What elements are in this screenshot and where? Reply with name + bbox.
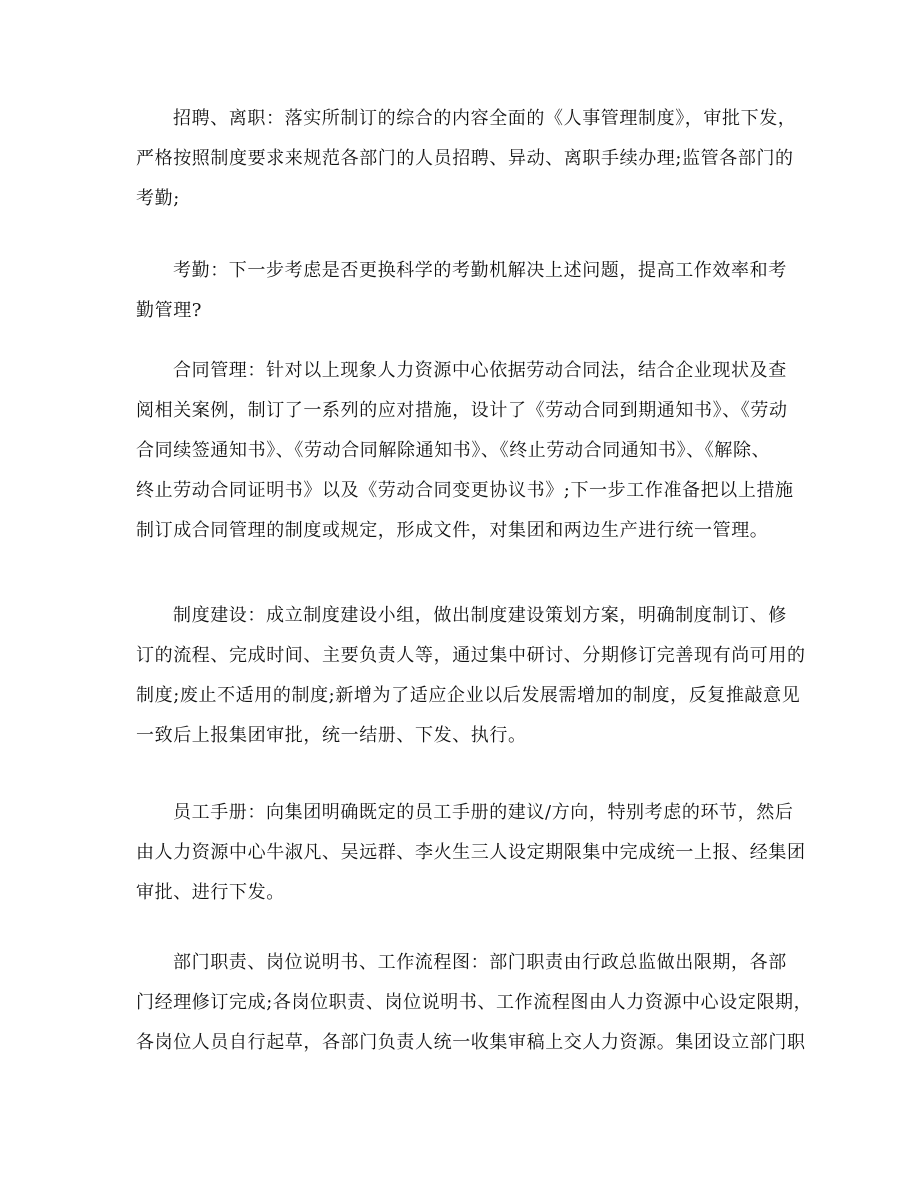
- text-line: 订的流程、完成时间、主要负责人等，通过集中研讨、分期修订完善现有尚可用的: [136, 645, 806, 666]
- paragraph-contract-management: [136, 351, 796, 551]
- paragraph-recruitment: [136, 99, 796, 219]
- text-line: 一致后上报集团审批，统一结册、下发、执行。: [136, 725, 527, 746]
- text-line: 终止劳动合同证明书》以及《劳动合同变更协议书》;下一步工作准备把以上措施: [136, 480, 794, 501]
- text-line: 各岗位人员自行起草，各部门负责人统一收集审稿上交人力资源。集团设立部门职: [136, 1032, 806, 1053]
- text-line: 由人力资源中心牛淑凡、吴远群、李火生三人设定期限集中完成统一上报、经集团: [136, 842, 806, 863]
- text-line: 合同管理：针对以上现象人力资源中心依据劳动合同法，结合企业现状及查: [173, 360, 787, 381]
- text-line: 员工手册：向集团明确既定的员工手册的建议/方向，特别考虑的环节，然后: [173, 802, 794, 823]
- text-line: 严格按照制度要求来规范各部门的人员招聘、异动、离职手续办理;监管各部门的: [136, 148, 794, 169]
- text-line: 制度建设：成立制度建设小组，做出制度建设策划方案，明确制度制订、修: [173, 605, 787, 626]
- paragraph-system-construction: [136, 596, 806, 756]
- text-line: 勤管理?: [136, 300, 203, 321]
- text-line: 招聘、离职：落实所制订的综合的内容全面的《人事管理制度》，审批下发，: [173, 108, 797, 129]
- text-line: 考勤;: [136, 188, 180, 209]
- text-line: 制度;废止不适用的制度;新增为了适应企业以后发展需增加的制度，反复推敲意见: [136, 685, 801, 706]
- text-line: 制订成合同管理的制度或规定，形成文件，对集团和两边生产进行统一管理。: [136, 520, 769, 541]
- paragraph-employee-handbook: [136, 793, 806, 913]
- text-line: 审批、进行下发。: [136, 882, 285, 903]
- text-line: 阅相关案例，制订了一系列的应对措施，设计了《劳动合同到期通知书》、《劳动: [136, 400, 788, 421]
- text-line: 门经理修订完成;各岗位职责、岗位说明书、工作流程图由人力资源中心设定限期，: [136, 992, 813, 1013]
- text-line: 合同续签通知书》、《劳动合同解除通知书》、《终止劳动合同通知书》、《解除、: [136, 440, 771, 461]
- text-line: 部门职责、岗位说明书、工作流程图：部门职责由行政总监做出限期，各部: [173, 952, 787, 973]
- paragraph-attendance: [136, 251, 796, 331]
- paragraph-department-duties: [136, 943, 813, 1063]
- text-line: 考勤：下一步考虑是否更换科学的考勤机解决上述问题，提高工作效率和考: [173, 260, 787, 281]
